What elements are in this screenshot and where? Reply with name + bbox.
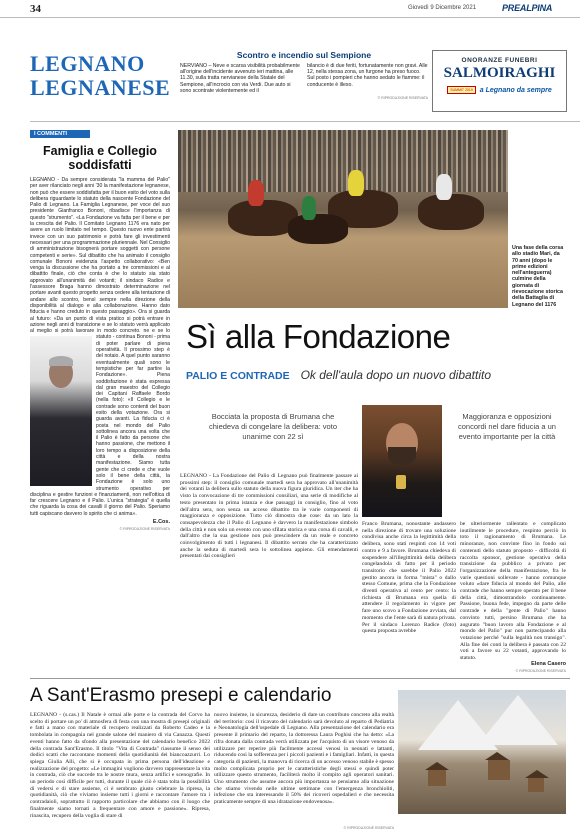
second-article-column-2: nuovo insieme, in sicurezza, desiderio di dare un contributo concreto alla realtà del territorio: così il ricavato del calendario sarà devoluto al reparto di Pediatria e Neonatologia dell'ospedale di Legnano. Alla presentazione del calendario era presente il primario del reparto, la dottoressa Laura Poghisi che ha detto: «La rifra donata dalla contrada verrà utilizzata per l'acquisto di un visore venoso da utilizzare per reperire più facilmente accessi venosi in neonati e lattanti, riducendo così la sofferenza per i piccoli pazienti e i famigliari. Infatti, in questa categoria di pazienti, la manovra di ricerca di un accesso venoso stabile è spesso molto complicata proprio per le caratteristiche degli stessi e quindi poter utilizzare questo strumento, faciliterà molto il compito agli operatori sanitari. Uno strumento che assume ancora più importanza se pensiamo alla situazione che stiamo vivendo nelle ultime settimane con l'emergenza bronchioliti, infezione che sta interessando il 50% dei ricoveri ospedalieri e che necessita praticamente sempre di una idratazione endovenosa». [214, 712, 394, 806]
brief-news-box [180, 50, 428, 114]
comments-signature: E.Cos. [152, 519, 170, 526]
ad-badge: SUMMIT 2019 [447, 86, 476, 94]
page-header-bar [0, 0, 580, 18]
palio-race-photo [178, 130, 508, 308]
photo-caption: Una fase della corsa allo stadio Mari, da 70 anni (dopo le prime edizioni nell'anteguerra) culmine della giornata di rievocazione storica della Battaglia di Legnano del 1176 [512, 245, 564, 308]
ad-company-name: SALMOIRAGHI [443, 65, 556, 81]
mayor-photo [362, 405, 442, 517]
pull-quote-left: Bocciata la proposta di Brumana che chiedeva di congelare la delibera: voto unanime con 22 sì [208, 412, 337, 441]
brief-news-credit: © RIPRODUZIONE RISERVATA [377, 96, 428, 101]
article-column-2: Franco Brumana, nonostante andassero nella direzione di trovare una soluzione condivisa anche circa la legittimità della delibera, sono stati respinti con 14 voti contro e 9 a favore. Brumana chiedeva di sospendere all'illegittimità della delibera congelandola di fatto per il periodo transitorio che sarebbe il Palio 2022 gestito ancora in forma "mista" o dallo stesso Comune, prima che la Fondazione diventi operativa al cento per cento: la richiesta di Brumana era quella di attendere il regolamento in vigore per fare uno scovo a Fondazione avviata, dal momento che l'ente sarà di natura privata. Per il sindaco Lorenzo Radice (foto) questa proposta avrebbe [362, 521, 456, 635]
second-article-headline: A Sant'Erasmo presepi e calendario [30, 685, 332, 706]
page-number: 34 [30, 3, 41, 15]
brief-news-col2: bilancio è di due feriti, fortunatamente non gravi. Alle 12, nella stessa zona, un furgone ha preso fuoco. Sul posto i pompieri che hanno sedato le fiamme: il conducente è illeso. [307, 63, 428, 88]
article-column-1: LEGNANO - La Fondazione del Palio di Legnano può finalmente passare ai prossimi step: il consiglio comunale martedì sera ha approvato all'unanimità dei votanti la delibera sullo statuto della nuova figura giuridica. Un iter che ha visto la convocazione di tre commissioni consiliari, una serie di modifiche al testo presentato in prima istanza e due passaggi in consiglio, fino al voto dell'altra sera, non senza un acceso dibattito tra le varie componenti di maggioranza e opposizione. Tutto ciò dimostra due cose: da un lato la consapevolezza che il Palio di Legnano è davvero la manifestazione simbolo della città e non solo un evento con uno sfilata storica e una corsa di cavalli, e dall'altro che la sua gestione non può prescindere da un reale e concreto coinvolgimento di tutti i legnanesi. Il dibattito serrato che ha caratterizzato anche la seduta di martedì sera lo sottolinea appieno. Gli emendamenti presentati dai consiglieri [180, 473, 358, 560]
brief-news-title: Scontro e incendio sul Sempione [236, 50, 372, 60]
section-header [30, 50, 580, 122]
article-column-3: be ulteriormente rallentato e complicato inutilmente le procedure, respinto perciò in toto il ragionamento di Brumana. Le minoranze, non convinte fino in fondo sui contenuti dello statuto proposto - difficoltà di raccolta sponsor, gestione operativa della transizione da pubblico a privato per l'organizzazione della manifestazione, fra le varie questioni sollevate - hanno comunque voluto «dare fiducia al mondo del Palio, alle contrade che hanno sempre operato per il bene della città, dimostrandolo continuamente. Passione, buona fede, impegno da parte delle contrade e della "gente di Palio" hanno convinto tutti, persino Brumana che ha augurato "buon lavoro alla Fondazione e al mondo del Palio" pur non partecipando alla votazione perché "sulla legalità non transigo". Alla fine dei conti la delibera è passata con 22 voti a favore su 22 votanti, approvando lo statuto. [460, 521, 566, 661]
article-headline: Sì alla Fondazione [186, 318, 451, 355]
newspaper-masthead: PREALPINA [502, 3, 553, 13]
comments-credit: © RIPRODUZIONE RISERVATA [119, 527, 170, 532]
article-subtitle: Ok dell'aula dopo un nuovo dibattito [300, 368, 492, 382]
section-divider [30, 678, 570, 679]
date-line: Giovedì 9 Dicembre 2021 [408, 5, 477, 11]
comments-title: Famiglia e Collegio soddisfatti [43, 144, 157, 172]
article-kicker [186, 368, 491, 382]
article-credit: © RIPRODUZIONE RISERVATA [515, 669, 566, 673]
pull-quote-right: Maggioranza e opposizioni concordi nel dare fiducia a un evento importante per la città [458, 412, 556, 441]
nativity-scene-photo [398, 690, 566, 814]
article-signature: Elena Casero [531, 661, 566, 667]
ad-subtitle: ONORANZE FUNEBRI [461, 57, 538, 64]
second-article-column-1: LEGNANO - (s.cas.) Il Natale è ormai alle porte e la contrada del Corvo ha scelto di portare un po' di atmosfera di festa con una mostra di presepi originali e fatti a mano con materiale di recupero realizzati da Roberto Cadeo e la tombolata in compagnia nel grande salone del maniero di via Canazza. Questi eventi hanno fatto da sfondo alla presentazione del calendario benefico 2022 della contrada Sant'Erasmo. Il titolo "Vita di Contrada" riassume il senso dei dodici scatti che raccontano momenti della quotidianità dei biancoazzurri. Lo spiega Giulia Alli, che si è occupata in prima persona dell'ideazione e realizzazione del progetto: «Le immagini vogliono davvero rappresentare la vita in contrada, ciò che succede tra le nostre mura, senza artifici e scenografie. In un periodo così difficile per tutti, durante il quale ciò è stata tolta la possibilità di vedersi e di stare assieme, ci è sembrato giusto celebrare la ripresa, la quotidianità, ciò che viviamo insieme tutti i giorni e raccontare l'amore tra i contradaioli, soprattutto il rapporto particolare che abbiamo con il luogo che finalmente siamo tornati a frequentare con amore e passione». Ripresa, rinascita, recupero della voglia di stare di [30, 712, 210, 819]
second-article-credit: © RIPRODUZIONE RISERVATA [343, 826, 394, 830]
brief-news-col1: NERVIANO – Neve e scarsa visibilità probabilmente all'origine dell'incidente avvenuto ieri mattina, alle 11.30, sulla tratta nervianese della Statale del Sempione, all'incrocio con via Verdi. Due auto si sono scontrate violentemente ed il [180, 63, 300, 94]
article-section-tag: PALIO E CONTRADE [186, 370, 290, 382]
ad-tagline: a Legnano da sempre [479, 86, 552, 94]
comments-body: LEGNANO - Da sempre considerata "la mamma del Palio" per aver rilanciato negli anni '30 la manifestazione legnanese, non può che essere soddisfatta per il buon esito del voto sulla delibera riguardante lo statuto della nascente Fondazione del Palio di Legnano. La Famiglia Legnanese, per voce del suo presidente Gianfranco Bononi, ribadisce l'importanza di questo "strumento". «La Fondazione va fatta per il bene e per la crescita del Palio. Il Comitato Legnano 1176 era nato per avere un ruolo limitato nel tempo. Questo nuovo ente partirà invece con un suo patrimonio e potrà fare gli investimenti necessari per una programmazione pluriennale. Nel Consiglio di amministrazione bisognerà portare soggetti con persone competenti e serie». Sul dibattito che ha animato il consiglio comunale Bononi evidenzia l'aspetto collaborativo: «Ben venga la discussione che ha portato a tre commissioni e al dibattito finale, ciò che conta è che lo statuto sia stato approvato all'unanimità dei votanti; il sindaco Radice e l'assessore Braga hanno dimostrato determinazione nel portare avanti questo progetto senza cedere alla tentazione di andare allo scontro, bensì sempre nella direzione della disponibilità al dialogo e alla collaborazione. Hanno dato fiducia e hanno creduto in questo passaggio». Ora si guarda al futuro: «Da un punto di vista pratico si potrà entrare in azione negli anni di transizione e se lo statuto verrà applicato al meglio si potrà lavorare in modo concreto. ne e se lo statuto - continua Bononi - prima di poter parlare di piena operatività. Il prossimo step è del notaio. A quel punto saranno eventualmente quali sono le tempistiche per far partire la Fondazione». Piena soddisfazione è stata espressa dal gran maestro del Collegio dei Capitani Raffaele Bordo (nella foto): «Il Collegio e le contrade sono contenti del buon esito della votazione. Ora si guarda avanti. La fiducia ci è posta nel mondo del Palio sottolinea ancora una volta che il Palio è fatto da persone che hanno passione, che mettono il loro tempo a disposizione della città e della nostra manifestazione. Siamo tutta gente che ci crede e che vuole solo il bene della città, la Fondazione è solo uno strumento operativo per disciplina e gestire funzioni e finanziamenti, non nell'ottica di far crescere Legnano e il Palio. L'unica "strategia" è quella che riguarda la cosa dei cavalli il giorno del Palio. Speriamo tutti capiscano davvero lo spirito che ci anima». [30, 177, 171, 517]
comments-column [30, 130, 170, 678]
funeral-ad [432, 50, 567, 112]
comments-label: I COMMENTI [30, 130, 90, 138]
section-title: LEGNANO LEGNANESE [30, 51, 171, 100]
portrait-photo [30, 336, 92, 486]
